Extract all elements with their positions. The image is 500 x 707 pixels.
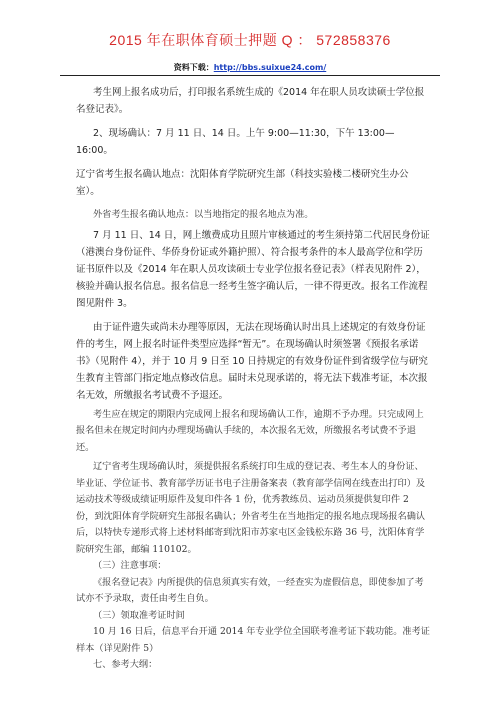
download-label: 资料下载： <box>173 63 214 72</box>
paragraph-required-documents: 7 月 11 日、14 日，网上缴费成功且照片审核通过的考生须持第二代居民身份证（港澳台身份证件、华侨身份证或外籍护照）、符合报考条件的本人最高学位和学历证书原件以及《2014 年在职人员攻读硕士专业学位报名登记表》（样表见附件 2），核验并确认报名信息。报名信息一经考生签字确认后，一律不得更改。报名工作流程图见附件 3。 <box>76 229 430 309</box>
paragraph-missing-id: 由于证件遗失或尚未办理等原因，无法在现场确认时出具上述规定的有效身份证件的考生，网上报名时证件类型应选择“暂无”。在现场确认时须签署《预报名承诺书》（见附件 4），并于 10 月 9 日至 10 日持规定的有效身份证件到省级学位与研究生教育主管部门指定地点修改信息。届时未兑现承诺的，将无法下载准考证，本次报名无效，所缴报名考试费不予退还。 <box>76 321 428 401</box>
section-admission-ticket-heading: （三）领取准考证时间 <box>93 609 185 621</box>
paragraph-deadline: 考生应在规定的期限内完成网上报名和现场确认工作，逾期不予办理。只完成网上报名但未在规定时间内办理现场确认手续的，本次报名无效，所缴报名考试费不予退还。 <box>76 408 424 453</box>
section-notes-heading: （三）注意事项： <box>93 560 167 571</box>
paragraph-print-form: 考生网上报名成功后，打印报名系统生成的《2014 年在职人员攻读硕士学位报名登记表》。 <box>76 87 425 115</box>
header-divider <box>60 75 440 76</box>
document-body <box>76 82 430 674</box>
header-title: 2015 年在职体育硕士押题 Q ： 572858376 <box>109 32 391 48</box>
paragraph-liaoning-materials: 辽宁省考生现场确认时，须提供报名系统打印生成的登记表、考生本人的身份证、毕业证、学位证书、教育部学历证书电子注册备案表（教育部学信网在线查出打印）及运动技术等级成绩证明原件及复印件各 1 份，优秀教练员、运动员须提供复印件 2 份，到沈阳体育学院研究生部报名确认；外省考生在当地指定的报名地点现场报名确认后，以特快专递形式将上述材料邮寄到沈阳市苏家屯区金钱松东路 36 号，沈阳体育学院研究生部，邮编 110102。 <box>76 461 426 555</box>
paragraph-onsite-confirmation: 2、现场确认：7 月 11 日、14 日。上午 9:00—11:30，下午 13:00—16:00。 <box>76 128 395 156</box>
section-reference-syllabus-heading: 七、参考大纲： <box>93 659 158 670</box>
download-link[interactable]: http://bbs.suixue24.com/ <box>213 63 327 72</box>
paragraph-admission-ticket: 10 月 16 日后，信息平台开通 2014 年专业学位全国联考准考证下载功能。准考证样本（详见附件 5） <box>76 626 430 654</box>
download-line <box>0 62 500 73</box>
paragraph-liaoning-location: 辽宁省考生报名确认地点：沈阳体育学院研究生部（科技实验楼二楼研究生办公室）。 <box>76 169 409 197</box>
paragraph-truthful-info: 《报名登记表》内所提供的信息须真实有效，一经查实为虚假信息，即使参加了考试亦不予录取，责任由考生自负。 <box>76 576 424 604</box>
paragraph-outside-location: 外省考生报名确认地点：以当地指定的报名地点为准。 <box>93 209 314 220</box>
